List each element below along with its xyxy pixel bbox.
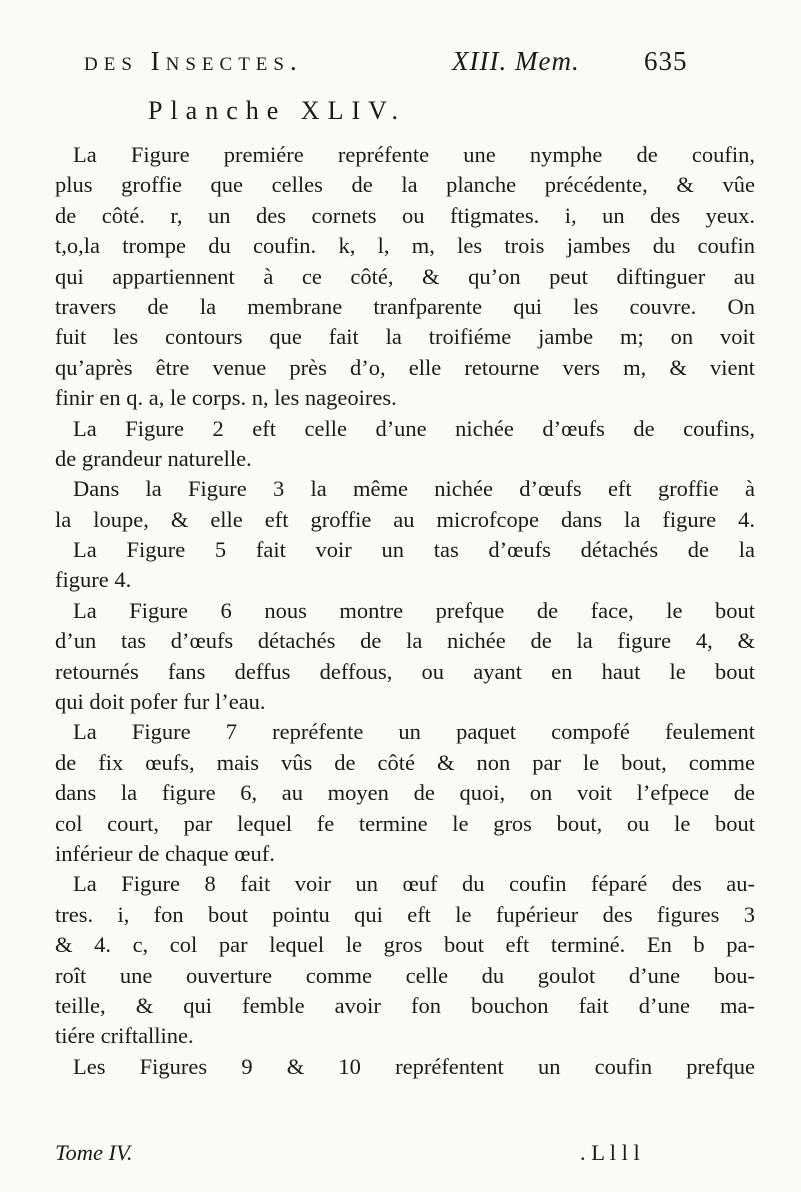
text-line: La Figure 2 eft celle d’une nichée d’œufs de coufins,: [73, 415, 755, 441]
text-line: la loupe, & elle eft groffie au microfcope dans la figure 4.: [55, 506, 755, 532]
text-line: qui appartiennent à ce côté, & qu’on peut diftinguer au: [55, 263, 755, 289]
page-footer: [55, 1140, 755, 1170]
text-line: roît une ouverture comme celle du goulot d’une bou-: [55, 962, 755, 988]
signature-mark: . L l l l: [580, 1140, 640, 1165]
text-line: tres. i, fon bout pointu qui eft le fupérieur des figures 3: [55, 901, 755, 927]
text-line: La Figure 6 nous montre prefque de face, le bout: [73, 597, 755, 623]
text-line: qu’après être venue près d’o, elle retourne vers m, & vient: [55, 354, 755, 380]
text-line: inférieur de chaque œuf.: [55, 840, 275, 866]
text-line: fuit les contours que fait la troifiéme jambe m; on voit: [55, 324, 755, 350]
text-line: La Figure 8 fait voir un œuf du coufin féparé des au-: [73, 871, 755, 897]
text-line: teille, & qui femble avoir fon bouchon fait d’une ma-: [55, 992, 755, 1018]
tome-label: Tome IV.: [55, 1140, 133, 1165]
text-line: qui doit pofer fur l’eau.: [55, 689, 266, 715]
text-line: Les Figures 9 & 10 repréfentent un coufin prefque: [73, 1053, 755, 1079]
memoir-label: XIII. Mem.: [452, 46, 580, 76]
text-line: travers de la membrane tranfparente qui les couvre. On: [55, 293, 755, 319]
plate-title: Planche XLIV.: [148, 96, 407, 125]
text-line: de grandeur naturelle.: [55, 445, 252, 471]
text-line: & 4. c, col par lequel le gros bout eft terminé. En b pa-: [55, 932, 755, 958]
text-line: finir en q. a, le corps. n, les nageoires.: [55, 385, 397, 411]
text-line: retournés fans deffus deffous, ou ayant en haut le bout: [55, 658, 755, 684]
text-line: La Figure 7 repréfente un paquet compofé feulement: [73, 719, 755, 745]
text-line: La Figure 5 fait voir un tas d’œufs détachés de la: [73, 537, 755, 563]
text-line: col court, par lequel fe termine le gros bout, ou le bout: [55, 810, 755, 836]
page-number: 635: [644, 46, 688, 76]
text-line: Dans la Figure 3 la même nichée d’œufs eft groffie à: [73, 476, 755, 502]
running-head: [84, 46, 764, 80]
text-line: La Figure premiére repréfente une nymphe de coufin,: [73, 142, 755, 167]
text-line: t,o,la trompe du coufin. k, l, m, les trois jambes du coufin: [55, 233, 755, 259]
running-head-title: des Insectes.: [84, 46, 303, 76]
text-line: tiére criftalline.: [55, 1023, 194, 1049]
body-text: [55, 140, 755, 1082]
text-line: d’un tas d’œufs détachés de la nichée de la figure 4, &: [55, 628, 755, 654]
text-line: dans la figure 6, au moyen de quoi, on voit l’efpece de: [55, 780, 755, 806]
text-line: de côté. r, un des cornets ou ftigmates. i, un des yeux.: [55, 202, 755, 228]
text-line: de fix œufs, mais vûs de côté & non par le bout, comme: [55, 749, 755, 775]
text-line: plus groffie que celles de la planche précédente, & vûe: [55, 172, 755, 198]
text-line: figure 4.: [55, 567, 132, 593]
